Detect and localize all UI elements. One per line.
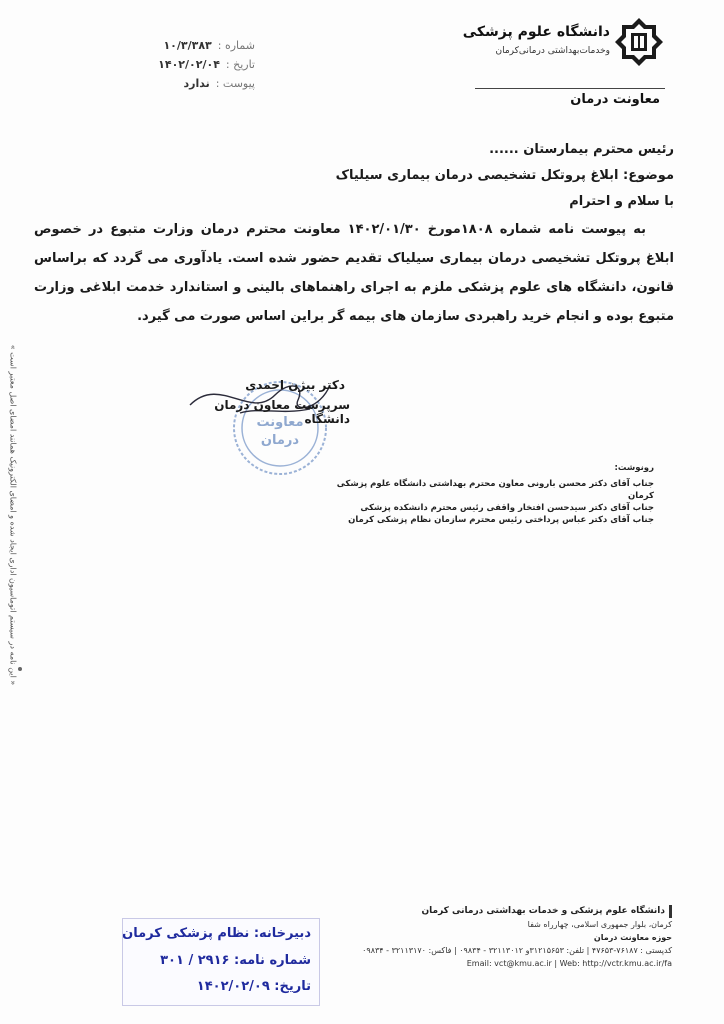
date-value: ۱۴۰۲/۰۲/۰۴	[158, 58, 220, 71]
footer-address: کرمان، بلوار جمهوری اسلامی، چهارراه شفا	[527, 920, 672, 929]
number-value: ۱۰/۳/۳۸۳	[163, 39, 212, 52]
footer-unit: حوزه معاونت درمان	[593, 933, 672, 942]
secretariat-line-2: شماره نامه: ۲۹۱۶ / ۳۰۱	[160, 953, 311, 968]
date-label: تاریخ :	[225, 58, 255, 71]
university-logo-icon	[614, 17, 664, 67]
recipient-line: رئیس محترم بیمارستان ......	[489, 142, 674, 157]
secretariat-line-3: تاریخ: ۱۴۰۲/۰۲/۰۹	[196, 979, 311, 994]
header-divider	[475, 88, 665, 89]
body-paragraph: به پیوست نامه شماره ۱۸۰۸مورخ ۱۴۰۲/۰۱/۳۰ معاونت محترم درمان وزارت متبوع در خصوص ابلاغ پروتکل تشخیصی درمان بیماری سیلیاک تقدیم حضور شده است. یادآوری می گردد که براساس قانون، دانشگاه های علوم پزشکی ملزم به اجرای راهنماهای بالینی و استاندارد خدمت ابلاغی وزارت متبوع بوده و انجام خرید راهبردی سازمان های بیمه گر براین اساس صورت می گیرد.	[34, 222, 674, 324]
stamp-text-1: معاونت	[256, 415, 304, 430]
bullet-dot	[18, 667, 22, 671]
number-row	[95, 36, 255, 55]
copy-recipient: جناب آقای دکتر محسن بارونی معاون محترم بهداشتی دانشگاه علوم پزشکی کرمان	[336, 479, 654, 501]
stamp-text-2: درمان	[260, 433, 300, 448]
number-label: شماره :	[217, 39, 255, 52]
side-note-text: « این نامه در سیستم اتوماسیون اداری ایجاد شده و امضای الکترونیک همانند امضای اصل معتبر است »	[8, 344, 18, 686]
footer-title: دانشگاه علوم پزشکی و خدمات بهداشتی درمانی کرمان	[320, 905, 672, 918]
greeting-line: با سلام و احترام	[569, 194, 674, 209]
copies-section	[334, 462, 654, 526]
footer-web: Email: vct@kmu.ac.ir | Web: http://vctr.kmu.ac.ir/fa	[466, 959, 672, 968]
attachment-row	[95, 74, 255, 93]
letter-body	[34, 137, 674, 331]
copy-recipient: جناب آقای دکتر سیدحسن افتخار واقفی رئیس محترم دانشکده پزشکی	[360, 503, 654, 513]
date-row	[95, 55, 255, 74]
copies-title: رونوشت:	[614, 463, 654, 473]
signatory-name: دکتر بیژن احمدی	[245, 378, 345, 392]
copy-recipient: جناب آقای دکتر عباس پرداختی رئیس محترم سازمان نظام پزشکی کرمان	[348, 515, 654, 525]
secretariat-stamp	[122, 918, 320, 1006]
secretariat-line-1: دبیرخانه: نظام پزشکی کرمان	[122, 926, 311, 941]
footer-contact: کدپستی : ۷۶۱۸۷-۴۷۶۵۳ | تلفن: ۳۱۲۱۵۶۵۳و ۳۲۱۱۳۰۱۲ - ۰۹۸۳۴ | فاکس: ۳۲۱۱۳۱۷۰ - ۰۹۸۳۴	[362, 946, 672, 955]
subject-line: موضوع: ابلاغ پروتکل تشخیصی درمان بیماری سیلیاک	[335, 168, 674, 183]
signatory-title: سرپرست معاون درمان دانشگاه	[214, 398, 350, 426]
department-title: معاونت درمان	[570, 92, 660, 107]
side-note	[7, 330, 19, 700]
university-subtitle: وخدمات‌بهداشتی درمانی‌کرمان	[495, 46, 610, 56]
attachment-label: پیوست :	[215, 77, 255, 90]
attachment-value: ندارد	[183, 77, 210, 90]
university-name: دانشگاه علوم پزشکی	[462, 24, 610, 40]
letter-footer	[320, 905, 672, 970]
letter-meta	[95, 36, 255, 93]
